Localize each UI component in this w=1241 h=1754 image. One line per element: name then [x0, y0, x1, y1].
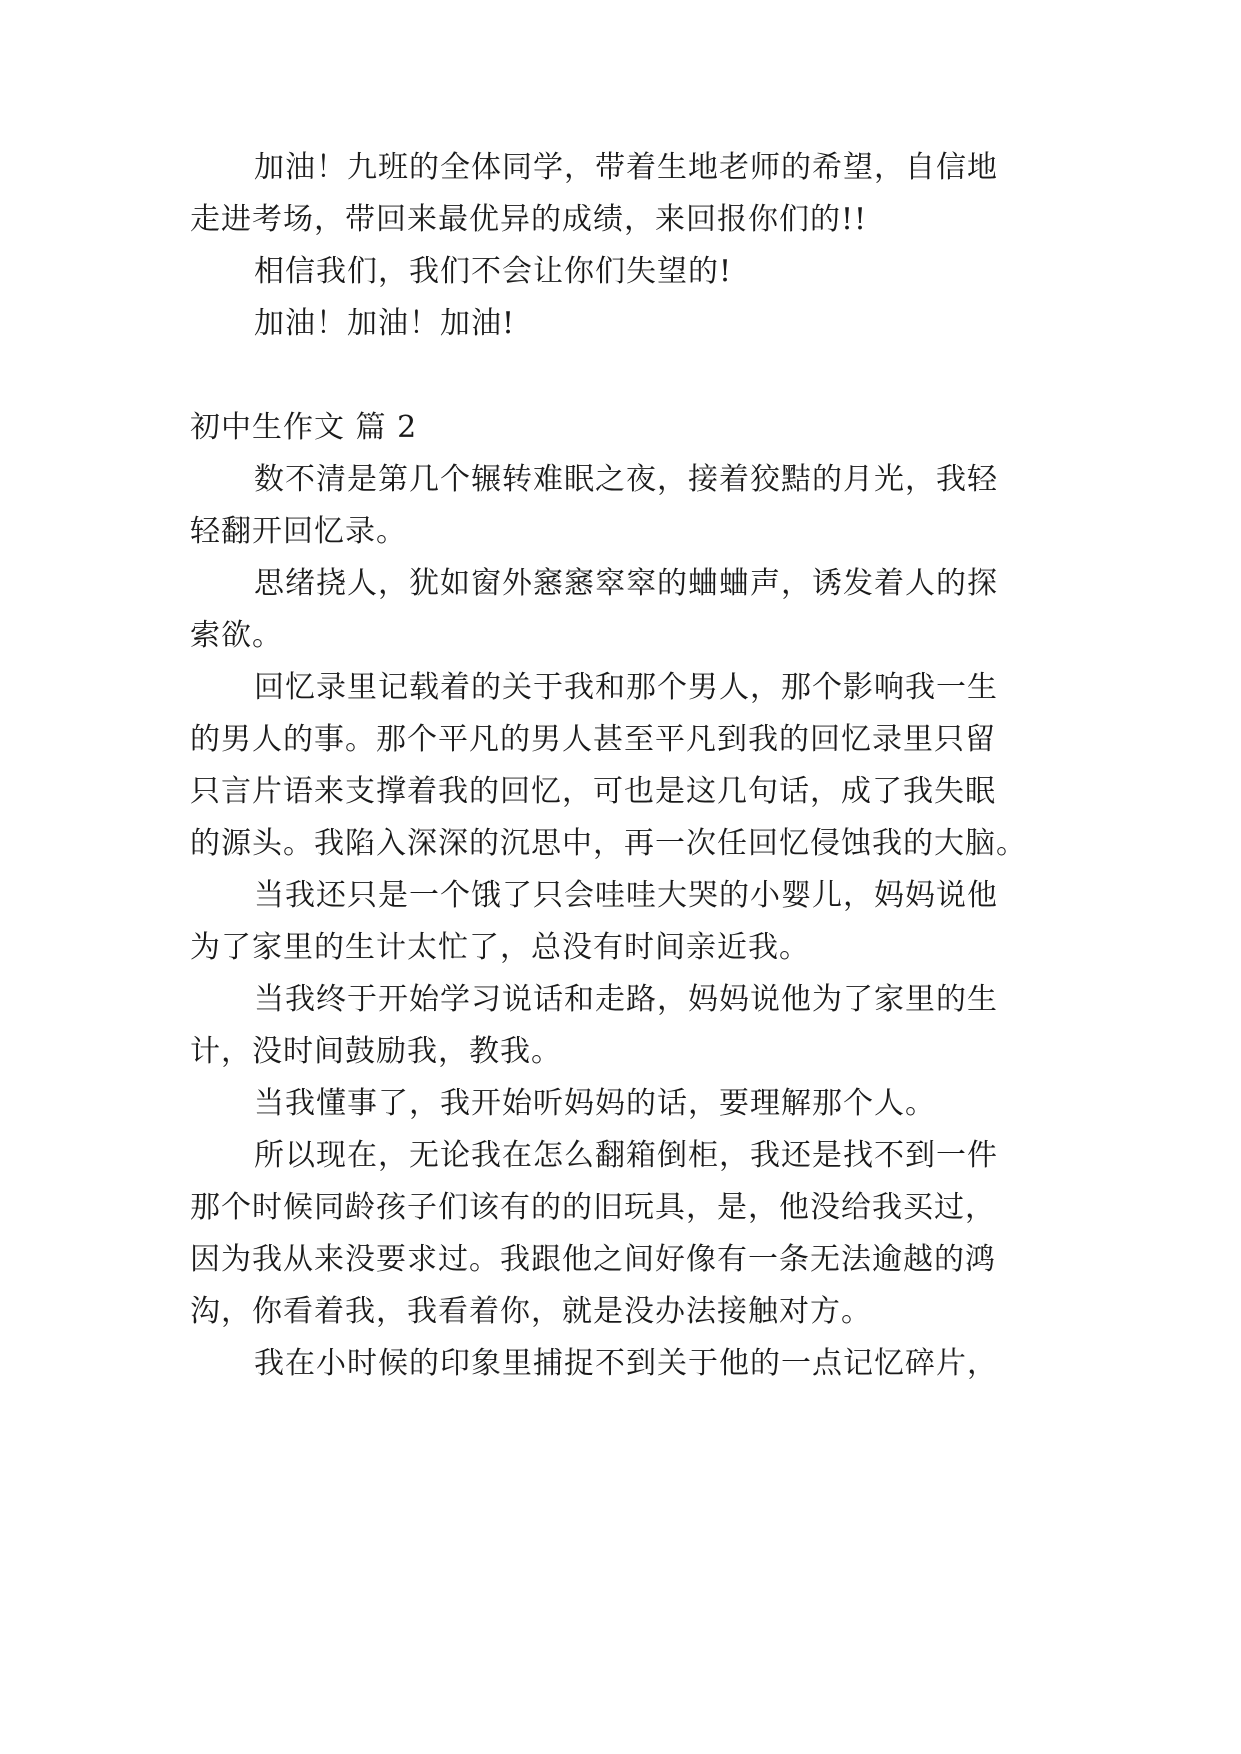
- paragraph-line: 因为我从来没要求过。我跟他之间好像有一条无法逾越的鸿: [190, 1242, 996, 1277]
- paragraph-line: 索欲。: [190, 618, 283, 653]
- section-heading: 初中生作文 篇 2: [190, 410, 418, 445]
- paragraph-line: 思绪挠人，犹如窗外窸窸窣窣的蛐蛐声，诱发着人的探: [254, 566, 998, 601]
- paragraph-line: 计，没时间鼓励我，教我。: [190, 1034, 562, 1069]
- paragraph-line: 当我还只是一个饿了只会哇哇大哭的小婴儿，妈妈说他: [254, 878, 998, 913]
- paragraph-line: 加油！加油！加油!: [254, 306, 516, 341]
- paragraph-line: 当我终于开始学习说话和走路，妈妈说他为了家里的生: [254, 982, 998, 1017]
- paragraph-line: 数不清是第几个辗转难眠之夜，接着狡黠的月光，我轻: [254, 462, 998, 497]
- paragraph-line: 只言片语来支撑着我的回忆，可也是这几句话，成了我失眠: [190, 774, 996, 809]
- paragraph-line: 沟，你看着我，我看着你，就是没办法接触对方。: [190, 1294, 872, 1329]
- paragraph-line: 我在小时候的印象里捕捉不到关于他的一点记忆碎片，: [254, 1346, 998, 1381]
- paragraph-line: 的男人的事。那个平凡的男人甚至平凡到我的回忆录里只留: [190, 722, 996, 757]
- paragraph-line: 加油！九班的全体同学，带着生地老师的希望，自信地: [254, 150, 998, 185]
- paragraph-line: 的源头。我陷入深深的沉思中，再一次任回忆侵蚀我的大脑。: [190, 826, 1027, 861]
- paragraph-line: 所以现在，无论我在怎么翻箱倒柜，我还是找不到一件: [254, 1138, 998, 1173]
- paragraph-line: 为了家里的生计太忙了，总没有时间亲近我。: [190, 930, 810, 965]
- paragraph-line: 那个时候同龄孩子们该有的的旧玩具，是，他没给我买过，: [190, 1190, 996, 1225]
- paragraph-line: 回忆录里记载着的关于我和那个男人，那个影响我一生: [254, 670, 998, 705]
- paragraph-line: 当我懂事了，我开始听妈妈的话，要理解那个人。: [254, 1086, 936, 1121]
- document-page: [190, 0, 1052, 1754]
- paragraph-line: 走进考场，带回来最优异的成绩，来回报你们的!!: [190, 202, 868, 237]
- paragraph-line: 相信我们，我们不会让你们失望的!: [254, 254, 733, 289]
- paragraph-line: 轻翻开回忆录。: [190, 514, 407, 549]
